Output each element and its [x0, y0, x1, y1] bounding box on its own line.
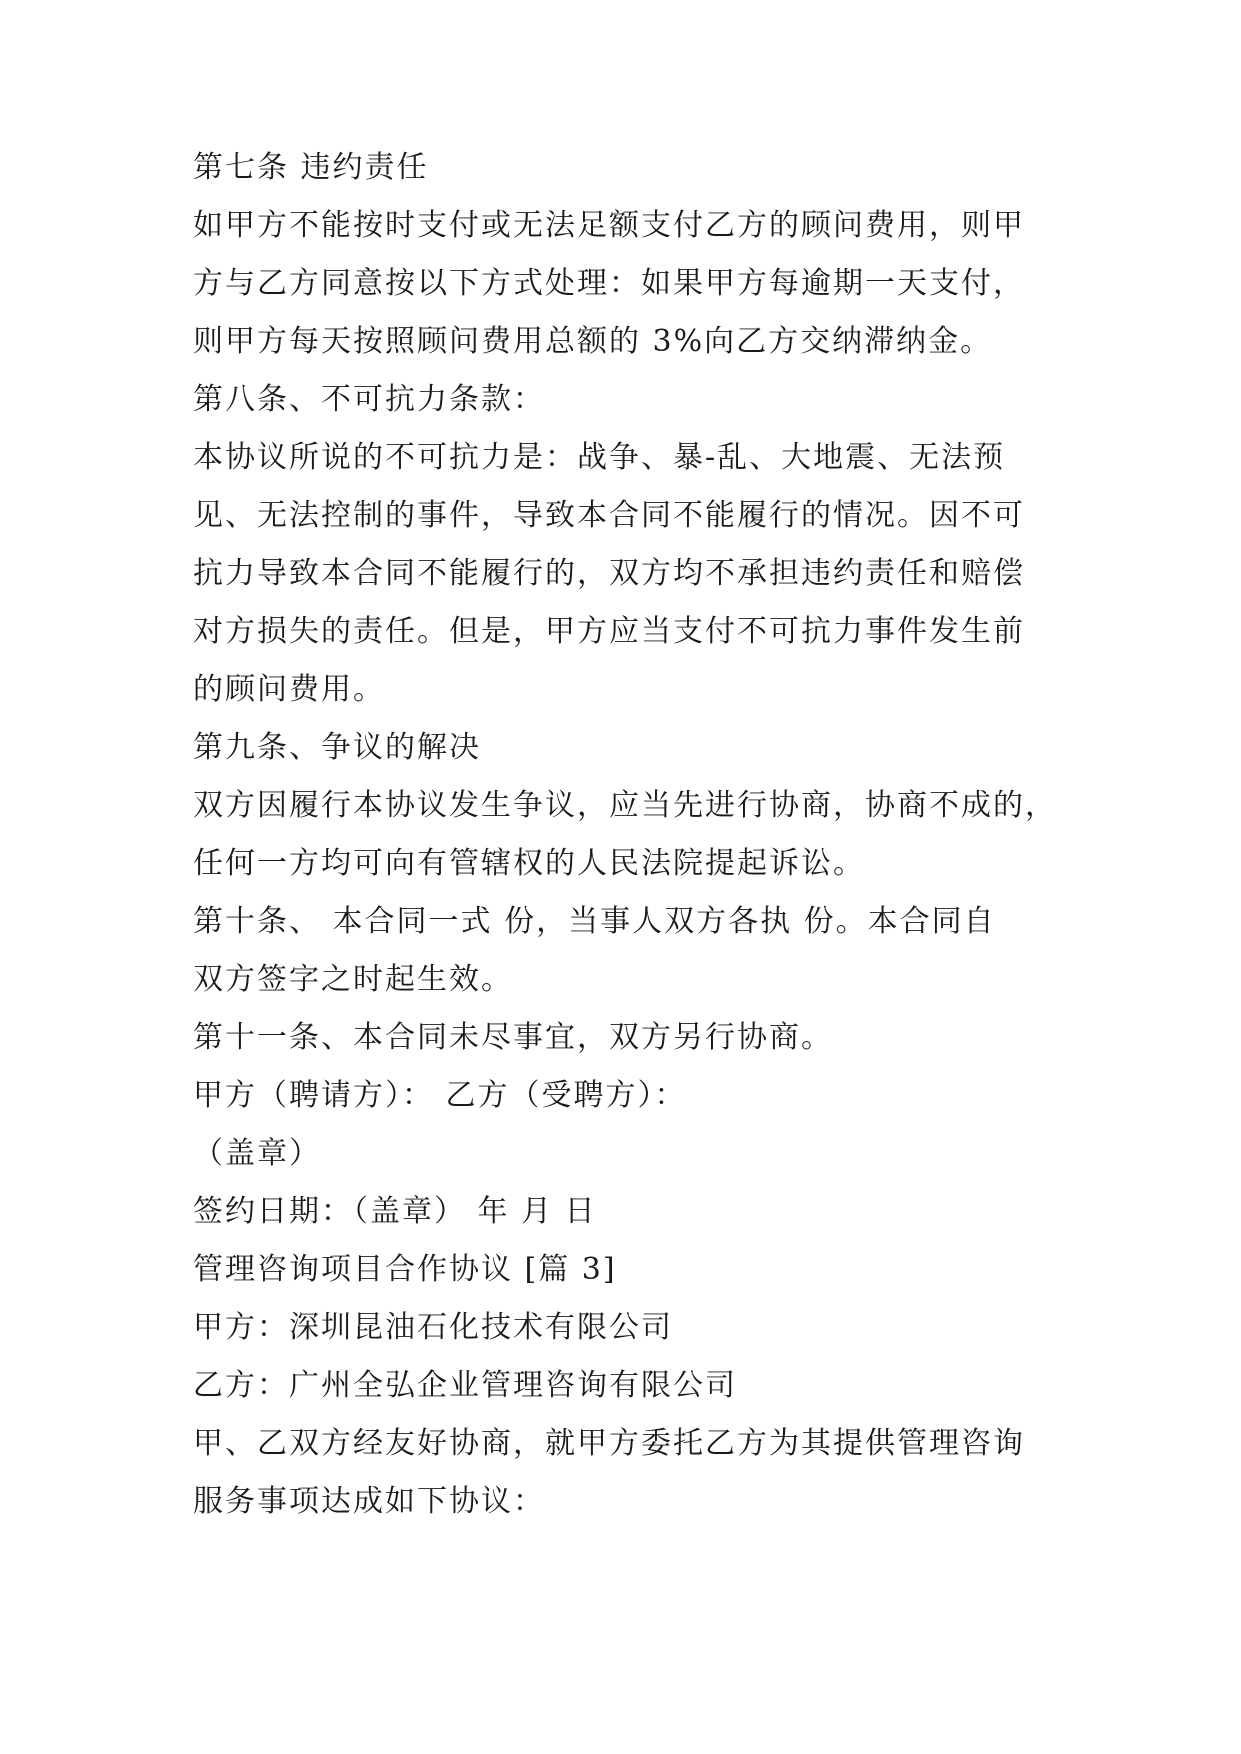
paragraph-line: 如甲方不能按时支付或无法足额支付乙方的顾问费用，则甲 [193, 208, 1025, 243]
paragraph-line: 甲、乙双方经友好协商，就甲方委托乙方为其提供管理咨询 [193, 1426, 1025, 1461]
paragraph-line: 抗力导致本合同不能履行的，双方均不承担违约责任和赔偿 [193, 556, 1025, 591]
signing-date-line: 签约日期：（盖章） 年 月 日 [193, 1194, 597, 1229]
paragraph-line: 本协议所说的不可抗力是：战争、暴-乱、大地震、无法预 [193, 440, 1006, 475]
paragraph-line: 双方签字之时起生效。 [193, 962, 513, 997]
paragraph-line: 任何一方均可向有管辖权的人民法院提起诉讼。 [193, 846, 865, 881]
article-7-heading: 第七条 违约责任 [193, 150, 429, 185]
paragraph-line: 见、无法控制的事件，导致本合同不能履行的情况。因不可 [193, 498, 1025, 533]
paragraph-line: 方与乙方同意按以下方式处理：如果甲方每逾期一天支付， [193, 266, 1025, 301]
article-11-line: 第十一条、本合同未尽事宜，双方另行协商。 [193, 1020, 833, 1055]
paragraph-line: 双方因履行本协议发生争议，应当先进行协商，协商不成的， [193, 788, 1057, 823]
paragraph-line: 对方损失的责任。但是，甲方应当支付不可抗力事件发生前 [193, 614, 1025, 649]
party-a-line: 甲方：深圳昆油石化技术有限公司 [193, 1310, 673, 1345]
paragraph-line: 服务事项达成如下协议： [193, 1484, 545, 1519]
article-9-heading: 第九条、争议的解决 [193, 730, 481, 765]
party-b-line: 乙方：广州全弘企业管理咨询有限公司 [193, 1368, 737, 1403]
paragraph-line: 则甲方每天按照顾问费用总额的 3%向乙方交纳滞纳金。 [193, 324, 993, 359]
signature-parties-line: 甲方（聘请方）： 乙方（受聘方）： [193, 1078, 687, 1113]
article-10-line: 第十条、 本合同一式 份，当事人双方各执 份。本合同自 [193, 904, 996, 939]
article-8-heading: 第八条、不可抗力条款： [193, 382, 545, 417]
paragraph-line: 的顾问费用。 [193, 672, 385, 707]
seal-line: （盖章） [193, 1136, 321, 1171]
section-title: 管理咨询项目合作协议 [篇 3] [193, 1252, 617, 1287]
